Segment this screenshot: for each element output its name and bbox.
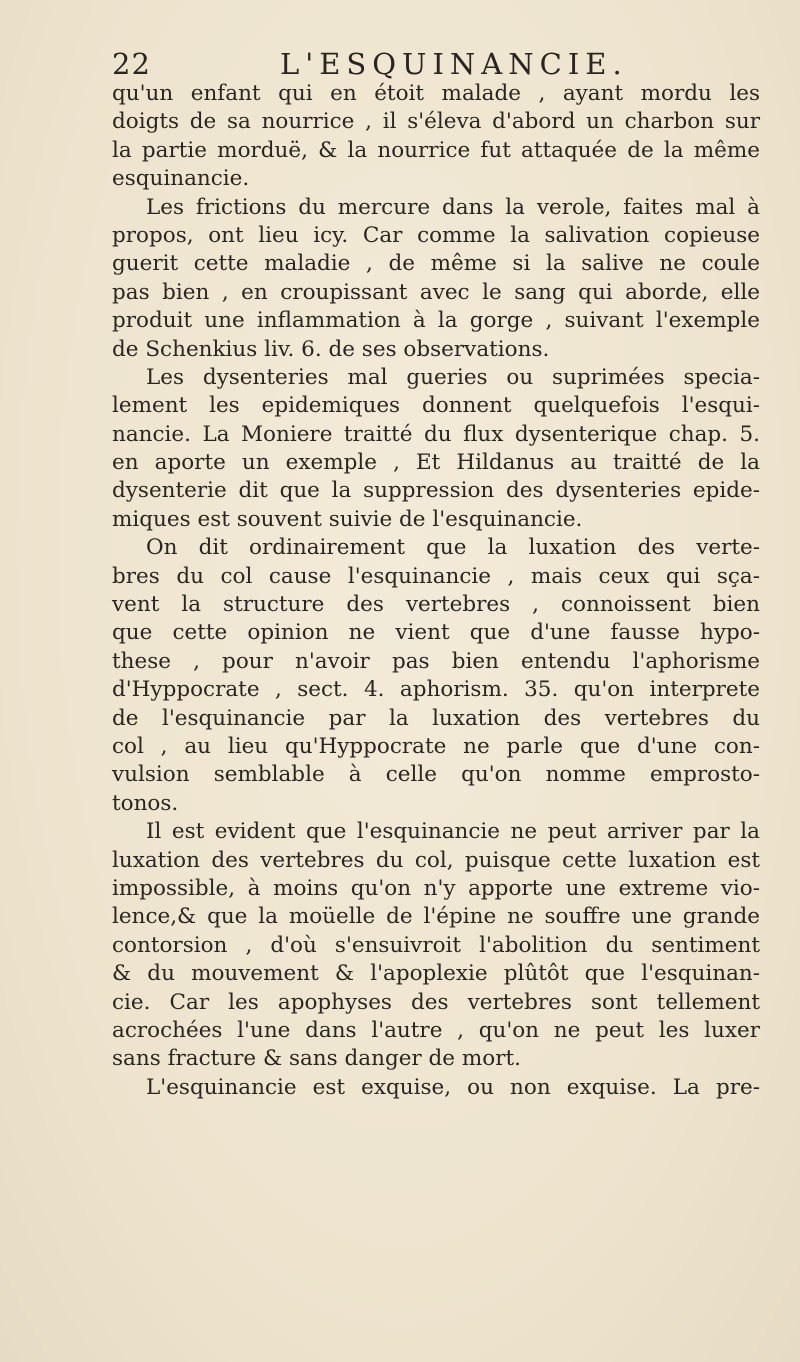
text-line: doigts de sa nourrice , il s'éleva d'abord un charbon sur bbox=[112, 109, 760, 135]
text-line: Les frictions du mercure dans la verole, faites mal à bbox=[146, 194, 760, 220]
text-line: propos, ont lieu icy. Car comme la salivation copieuse bbox=[112, 222, 760, 248]
text-line: On dit ordinairement que la luxation des verte- bbox=[146, 535, 760, 561]
text-line: sans fracture & sans danger de mort. bbox=[112, 1046, 521, 1072]
text-line: nancie. La Moniere traitté du flux dysenterique chap. 5. bbox=[112, 421, 760, 447]
body-text bbox=[112, 80, 760, 1102]
text-line: vulsion semblable à celle qu'on nomme emprosto- bbox=[112, 762, 760, 788]
text-line: dysenterie dit que la suppression des dysenteries epide- bbox=[112, 478, 760, 504]
text-line: de Schenkius liv. 6. de ses observations. bbox=[112, 336, 550, 362]
text-line: lence,& que la moüelle de l'épine ne souffre une grande bbox=[112, 904, 760, 930]
text-line: luxation des vertebres du col, puisque cette luxation est bbox=[112, 847, 760, 873]
text-line: esquinancie. bbox=[112, 166, 250, 192]
text-line: cie. Car les apophyses des vertebres sont tellement bbox=[112, 989, 760, 1015]
text-line: L'esquinancie est exquise, ou non exquise. La pre- bbox=[146, 1074, 760, 1100]
text-line: Il est evident que l'esquinancie ne peut arriver par la bbox=[146, 819, 760, 845]
running-title: L'ESQUINANCIE. bbox=[280, 47, 628, 81]
text-line: col , au lieu qu'Hyppocrate ne parle que d'une con- bbox=[112, 733, 760, 759]
text-line: la partie morduë, & la nourrice fut attaquée de la même bbox=[112, 137, 760, 163]
text-line: miques est souvent suivie de l'esquinancie. bbox=[112, 506, 583, 532]
page-number: 22 bbox=[112, 47, 151, 81]
text-line: impossible, à moins qu'on n'y apporte une extreme vio- bbox=[112, 875, 760, 901]
text-line: de l'esquinancie par la luxation des vertebres du bbox=[112, 705, 760, 731]
text-line: vent la structure des vertebres , connoissent bien bbox=[112, 592, 760, 618]
text-line: contorsion , d'où s'ensuivroit l'abolition du sentiment bbox=[112, 932, 760, 958]
text-line: these , pour n'avoir pas bien entendu l'aphorisme bbox=[112, 648, 760, 674]
text-line: Les dysenteries mal gueries ou suprimées specia- bbox=[146, 364, 760, 390]
text-line: acrochées l'une dans l'autre , qu'on ne peut les luxer bbox=[112, 1017, 760, 1043]
text-line: produit une inflammation à la gorge , suivant l'exemple bbox=[112, 308, 760, 334]
text-line: que cette opinion ne vient que d'une fausse hypo- bbox=[112, 620, 760, 646]
text-line: qu'un enfant qui en étoit malade , ayant mordu les bbox=[112, 81, 760, 106]
text-line: pas bien , en croupissant avec le sang qui aborde, elle bbox=[112, 279, 760, 305]
text-line: en aporte un exemple , Et Hildanus au traitté de la bbox=[112, 450, 760, 476]
text-line: bres du col cause l'esquinancie , mais ceux qui sça- bbox=[112, 563, 760, 589]
text-line: d'Hyppocrate , sect. 4. aphorism. 35. qu'on interprete bbox=[112, 677, 760, 703]
text-line: lement les epidemiques donnent quelquefois l'esqui- bbox=[112, 393, 760, 419]
text-line: & du mouvement & l'apoplexie plûtôt que l'esquinan- bbox=[112, 961, 760, 987]
text-line: guerit cette maladie , de même si la salive ne coule bbox=[112, 251, 760, 277]
text-line: tonos. bbox=[112, 790, 179, 816]
